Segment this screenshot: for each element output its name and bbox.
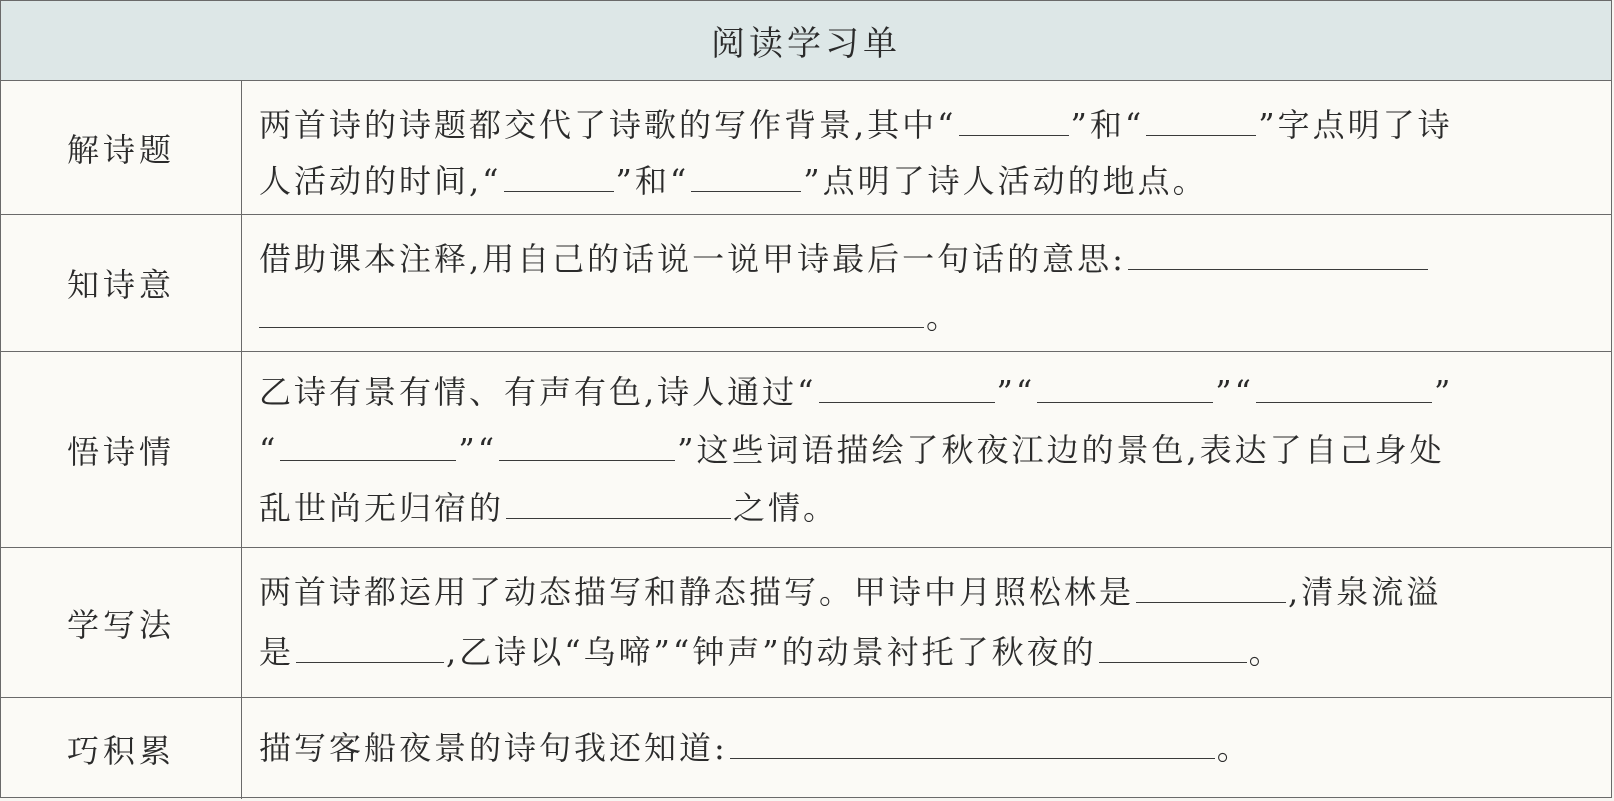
worksheet-title: 阅读学习单 — [1, 1, 1611, 81]
row-content — [259, 352, 1593, 547]
text-line: 两首诗的诗题都交代了诗歌的写作背景,其中“ ”和“ ”字点明了诗 — [259, 106, 1453, 144]
fill-blank[interactable] — [1256, 372, 1432, 403]
fill-blank[interactable] — [296, 632, 444, 663]
fill-blank[interactable] — [1099, 632, 1247, 663]
row-poem-emotion — [1, 352, 1611, 548]
fill-blank[interactable] — [1136, 572, 1286, 603]
text-line: 。 — [259, 297, 961, 337]
row-content — [259, 215, 1593, 351]
fill-blank[interactable] — [506, 488, 731, 519]
text-line: 两首诗都运用了动态描写和静态描写。甲诗中月照松林是 ,清泉流溢 — [259, 573, 1442, 611]
row-label: 解诗题 — [1, 81, 242, 214]
fill-blank[interactable] — [259, 297, 924, 328]
fill-blank[interactable] — [959, 105, 1069, 136]
fill-blank[interactable] — [691, 161, 801, 192]
row-label: 悟诗情 — [1, 352, 242, 547]
fill-blank[interactable] — [499, 430, 675, 461]
row-poem-meaning — [1, 215, 1611, 352]
fill-blank[interactable] — [819, 372, 995, 403]
row-content — [259, 698, 1593, 799]
row-content — [259, 548, 1593, 697]
fill-blank[interactable] — [280, 430, 456, 461]
fill-blank[interactable] — [1146, 105, 1256, 136]
text-line: 是 ,乙诗以“乌啼”“钟声”的动景衬托了秋夜的 。 — [259, 633, 1284, 671]
row-label: 学写法 — [1, 548, 242, 697]
text-line: 人活动的时间,“ ”和“ ”点明了诗人活动的地点。 — [259, 162, 1208, 200]
text-line: 描写客船夜景的诗句我还知道: 。 — [259, 729, 1252, 767]
row-title-interpretation — [1, 81, 1611, 215]
text-line: “ ”“ ”这些词语描绘了秋夜江边的景色,表达了自己身处 — [259, 431, 1445, 469]
text-line: 乱世尚无归宿的 之情。 — [259, 489, 839, 527]
fill-blank[interactable] — [1128, 239, 1428, 270]
row-accumulation — [1, 698, 1611, 799]
fill-blank[interactable] — [730, 728, 1215, 759]
row-label: 知诗意 — [1, 215, 242, 351]
fill-blank[interactable] — [1037, 372, 1213, 403]
text-line: 借助课本注释,用自己的话说一说甲诗最后一句话的意思: — [259, 239, 1430, 279]
row-content — [259, 81, 1593, 214]
text-line: 乙诗有景有情、有声有色,诗人通过“ ”“ ”“ ” — [259, 373, 1454, 411]
fill-blank[interactable] — [504, 161, 614, 192]
row-label: 巧积累 — [1, 698, 242, 799]
row-writing-method — [1, 548, 1611, 698]
